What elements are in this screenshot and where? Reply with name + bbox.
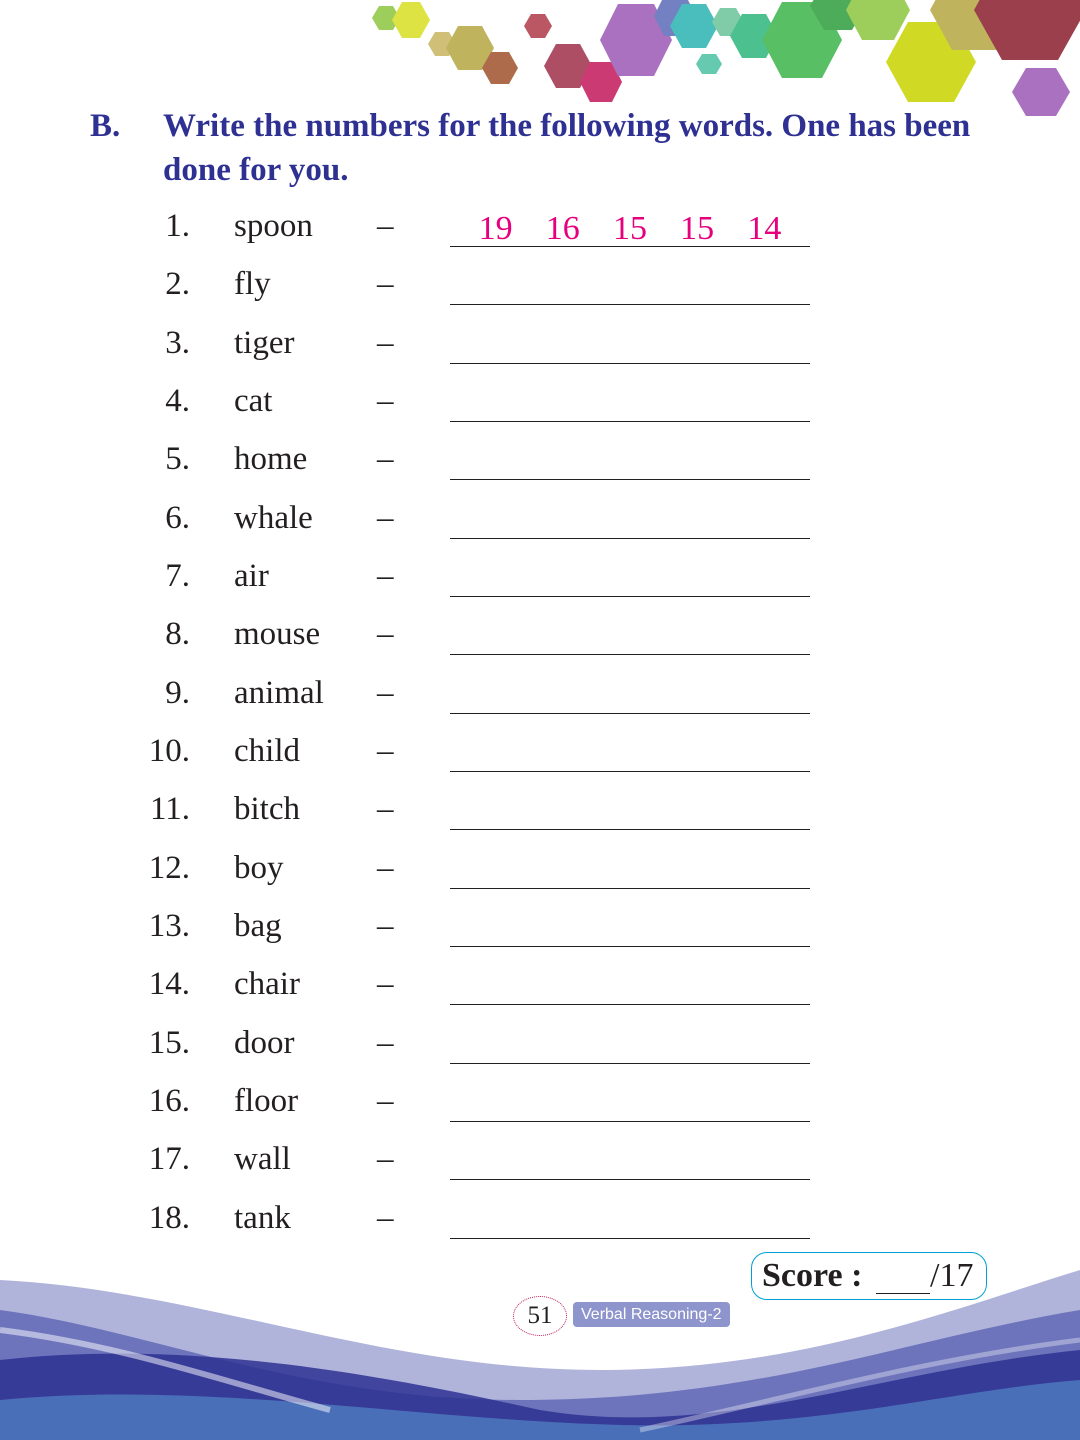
score-blank[interactable]	[876, 1293, 930, 1294]
question-letter: B.	[90, 108, 121, 144]
list-item	[0, 433, 1080, 491]
item-word: wall	[234, 1141, 291, 1177]
answer-blank[interactable]	[450, 771, 810, 772]
item-word: bitch	[234, 791, 300, 827]
item-number: 3.	[165, 325, 190, 361]
item-word: fly	[234, 266, 271, 302]
answer-blank[interactable]	[450, 1179, 810, 1180]
item-dash: –	[377, 791, 394, 827]
item-dash: –	[377, 1200, 394, 1236]
list-item	[0, 317, 1080, 375]
answer-digit: 19	[478, 210, 513, 247]
item-word: child	[234, 733, 300, 769]
item-dash: –	[377, 383, 394, 419]
item-dash: –	[377, 558, 394, 594]
item-dash: –	[377, 1025, 394, 1061]
item-dash: –	[377, 966, 394, 1002]
answer-digit: 15	[680, 210, 715, 247]
item-number: 2.	[165, 266, 190, 302]
answer-blank[interactable]	[450, 829, 810, 830]
answer-blank[interactable]	[450, 1238, 810, 1239]
item-number: 17.	[148, 1141, 190, 1177]
answer-blank[interactable]	[450, 946, 810, 947]
item-number: 10.	[148, 733, 190, 769]
answer-blank[interactable]	[450, 654, 810, 655]
answer-digit: 14	[747, 210, 782, 247]
item-dash: –	[377, 850, 394, 886]
item-word: whale	[234, 500, 313, 536]
item-dash: –	[377, 1141, 394, 1177]
answer-blank[interactable]	[450, 304, 810, 305]
list-item	[0, 492, 1080, 550]
page-number: 51	[513, 1296, 567, 1336]
item-dash: –	[377, 266, 394, 302]
answer-blank[interactable]	[450, 888, 810, 889]
item-number: 7.	[165, 558, 190, 594]
item-dash: –	[377, 733, 394, 769]
book-title-tag: Verbal Reasoning-2	[573, 1302, 730, 1327]
list-item	[0, 900, 1080, 958]
answer-blank[interactable]	[450, 1063, 810, 1064]
item-dash: –	[377, 1083, 394, 1119]
item-word: spoon	[234, 208, 313, 244]
item-word: tank	[234, 1200, 291, 1236]
list-item	[0, 1133, 1080, 1191]
item-number: 18.	[148, 1200, 190, 1236]
item-dash: –	[377, 500, 394, 536]
item-word: tiger	[234, 325, 295, 361]
answer-digit: 15	[612, 210, 647, 247]
item-word: door	[234, 1025, 295, 1061]
item-word: mouse	[234, 616, 321, 652]
item-dash: –	[377, 616, 394, 652]
score-label: Score :	[762, 1257, 863, 1294]
item-word: boy	[234, 850, 284, 886]
item-word: floor	[234, 1083, 299, 1119]
item-word: home	[234, 441, 308, 477]
score-total: /17	[930, 1257, 974, 1294]
score-box	[751, 1252, 987, 1300]
answer-digit: 16	[545, 210, 580, 247]
list-item	[0, 783, 1080, 841]
list-item	[0, 725, 1080, 783]
answer-blank[interactable]	[450, 538, 810, 539]
item-number: 5.	[165, 441, 190, 477]
item-word: animal	[234, 675, 324, 711]
answer-blank[interactable]	[450, 1121, 810, 1122]
item-dash: –	[377, 208, 394, 244]
list-item	[0, 958, 1080, 1016]
item-word: bag	[234, 908, 282, 944]
item-number: 15.	[148, 1025, 190, 1061]
item-word: cat	[234, 383, 273, 419]
item-number: 1.	[165, 208, 190, 244]
item-dash: –	[377, 908, 394, 944]
list-item	[0, 1075, 1080, 1133]
list-item	[0, 550, 1080, 608]
question-instructions: Write the numbers for the following words. One has been done for you.	[163, 108, 971, 188]
answer-blank[interactable]	[450, 1004, 810, 1005]
answer-blank[interactable]	[450, 363, 810, 364]
item-dash: –	[377, 675, 394, 711]
item-dash: –	[377, 441, 394, 477]
item-number: 16.	[148, 1083, 190, 1119]
answer-blank[interactable]	[450, 713, 810, 714]
list-item	[0, 1192, 1080, 1250]
item-word: air	[234, 558, 269, 594]
answer-blank[interactable]	[450, 596, 810, 597]
item-number: 4.	[165, 383, 190, 419]
item-number: 13.	[148, 908, 190, 944]
list-item	[0, 842, 1080, 900]
list-item	[0, 667, 1080, 725]
item-dash: –	[377, 325, 394, 361]
answer-blank[interactable]	[450, 479, 810, 480]
example-answer	[450, 210, 810, 246]
item-number: 12.	[148, 850, 190, 886]
item-number: 11.	[149, 791, 190, 827]
list-item	[0, 200, 1080, 258]
list-item	[0, 375, 1080, 433]
list-item	[0, 258, 1080, 316]
item-number: 6.	[165, 500, 190, 536]
item-number: 9.	[165, 675, 190, 711]
list-item	[0, 1017, 1080, 1075]
answer-blank[interactable]	[450, 421, 810, 422]
item-number: 8.	[165, 616, 190, 652]
item-number: 14.	[148, 966, 190, 1002]
item-word: chair	[234, 966, 300, 1002]
list-item	[0, 608, 1080, 666]
